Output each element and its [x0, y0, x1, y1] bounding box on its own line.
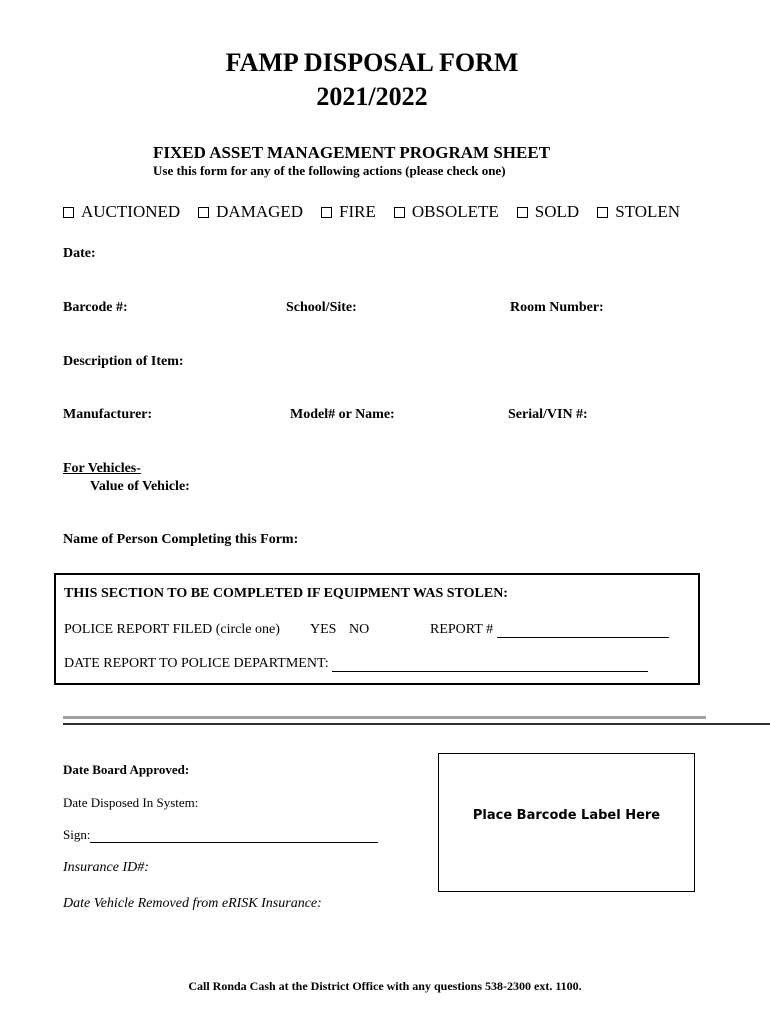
- action-label: AUCTIONED: [81, 202, 181, 221]
- room-number-field-label: Room Number:: [510, 300, 604, 315]
- checkbox-icon[interactable]: [63, 207, 74, 218]
- action-label: STOLEN: [615, 202, 681, 221]
- action-label: FIRE: [339, 202, 376, 221]
- person-name-label: Name of Person Completing this Form:: [63, 532, 299, 547]
- date-disposed-label: Date Disposed In System:: [63, 795, 199, 810]
- action-checkbox-group: [63, 202, 698, 222]
- police-report-label: POLICE REPORT FILED (circle one): [64, 622, 280, 637]
- sign-line[interactable]: [90, 829, 378, 843]
- insurance-id-label: Insurance ID#:: [63, 860, 149, 875]
- date-vehicle-removed-label: Date Vehicle Removed from eRISK Insurance:: [63, 896, 322, 911]
- action-sold[interactable]: [517, 202, 579, 222]
- checkbox-icon[interactable]: [321, 207, 332, 218]
- action-label: SOLD: [534, 202, 580, 221]
- form-title: FAMP DISPOSAL FORM: [225, 48, 519, 77]
- vehicles-heading: For Vehicles-: [63, 461, 141, 476]
- report-number-line[interactable]: [497, 623, 669, 638]
- date-report-line[interactable]: [332, 657, 648, 672]
- checkbox-icon[interactable]: [517, 207, 528, 218]
- date-board-approved-label: Date Board Approved:: [63, 762, 190, 777]
- action-damaged[interactable]: [198, 202, 303, 222]
- police-report-no[interactable]: NO: [349, 622, 370, 637]
- model-field-label: Model# or Name:: [290, 407, 395, 422]
- action-label: OBSOLETE: [411, 202, 499, 221]
- report-number-label: REPORT #: [430, 622, 494, 637]
- action-label: DAMAGED: [216, 202, 304, 221]
- manufacturer-field-label: Manufacturer:: [63, 407, 153, 422]
- action-obsolete[interactable]: [394, 202, 499, 222]
- date-field-label: Date:: [63, 246, 96, 261]
- sign-field[interactable]: [63, 827, 378, 843]
- date-report-label: DATE REPORT TO POLICE DEPARTMENT:: [64, 656, 329, 671]
- footer-contact: Call Ronda Cash at the District Office with any questions 538-2300 ext. 1100.: [188, 979, 582, 993]
- action-auctioned[interactable]: [63, 202, 180, 222]
- barcode-label-area: [438, 753, 695, 892]
- date-report-field[interactable]: [64, 656, 648, 672]
- vehicle-value-label: Value of Vehicle:: [90, 479, 190, 494]
- form-instruction: Use this form for any of the following actions (please check one): [153, 163, 506, 178]
- barcode-field-label: Barcode #:: [63, 300, 128, 315]
- action-fire[interactable]: [321, 202, 376, 222]
- checkbox-icon[interactable]: [394, 207, 405, 218]
- form-subtitle: FIXED ASSET MANAGEMENT PROGRAM SHEET: [153, 143, 551, 162]
- barcode-placeholder-text: Place Barcode Label Here: [472, 808, 661, 823]
- school-site-field-label: School/Site:: [286, 300, 357, 315]
- report-number-field[interactable]: [430, 622, 669, 638]
- action-stolen[interactable]: [597, 202, 680, 222]
- sign-label: Sign:: [63, 827, 91, 842]
- stolen-section-heading: THIS SECTION TO BE COMPLETED IF EQUIPMENT WAS STOLEN:: [64, 586, 508, 601]
- police-report-yes[interactable]: YES: [310, 622, 337, 637]
- form-year: 2021/2022: [316, 82, 428, 111]
- description-field-label: Description of Item:: [63, 354, 184, 369]
- section-divider: [63, 723, 770, 725]
- checkbox-icon[interactable]: [198, 207, 209, 218]
- stolen-section: [54, 573, 700, 685]
- section-divider: [63, 716, 706, 719]
- checkbox-icon[interactable]: [597, 207, 608, 218]
- serial-field-label: Serial/VIN #:: [508, 407, 588, 422]
